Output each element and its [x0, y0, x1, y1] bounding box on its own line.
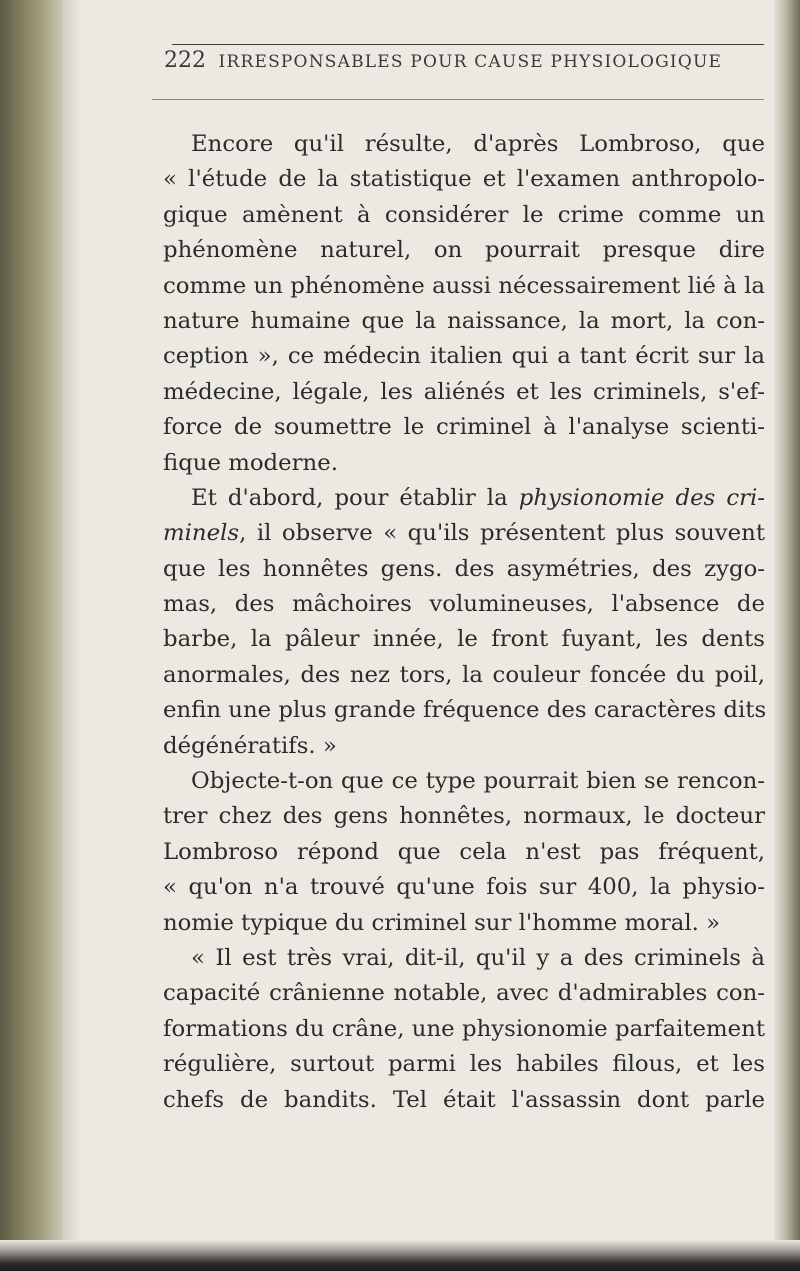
header-rule-bottom: [152, 99, 764, 100]
body-text: [163, 127, 765, 1118]
text-line: médecine, légale, les aliénés et les criminels, s'ef-: [163, 378, 765, 405]
text-segment: Et d'abord, pour établir la: [191, 484, 519, 511]
page-number: 222: [164, 48, 206, 73]
text-line: nomie typique du criminel sur l'homme moral. »: [163, 909, 721, 936]
italic-term: minels: [163, 520, 240, 547]
running-head: [164, 48, 764, 73]
text-line: formations du crâne, une physionomie parfaitement: [163, 1015, 765, 1042]
text-line: force de soumettre le criminel à l'analyse scienti-: [163, 414, 765, 441]
text-line: dégénératifs. »: [163, 732, 337, 759]
italic-term: physionomie des cri-: [518, 484, 765, 511]
text-line: régulière, surtout parmi les habiles filous, et les: [163, 1051, 765, 1078]
text-line: anormales, des nez tors, la couleur foncée du poil,: [163, 661, 765, 688]
text-line: « l'étude de la statistique et l'examen anthropolo-: [163, 166, 765, 193]
running-title: IRRESPONSABLES POUR CAUSE PHYSIOLOGIQUE: [218, 52, 723, 72]
text-line: gique amènent à considérer le crime comme un: [163, 201, 765, 228]
text-line: enfin une plus grande fréquence des caractères dits: [163, 697, 767, 724]
text-line: Objecte-t-on que ce type pourrait bien se rencon-: [191, 768, 765, 795]
text-line: fique moderne.: [163, 449, 338, 476]
text-line: que les honnêtes gens. des asymétries, des zygo-: [163, 555, 765, 582]
text-line: comme un phénomène aussi nécessairement lié à la: [163, 272, 765, 299]
header-rule-top: [172, 44, 764, 45]
text-segment: , il observe « qu'ils présentent plus souvent: [239, 520, 765, 547]
page-edge-shadow: [774, 0, 800, 1271]
text-line: trer chez des gens honnêtes, normaux, le docteur: [163, 803, 765, 830]
text-line: chefs de bandits. Tel était l'assassin dont parle: [163, 1086, 765, 1113]
text-line: ception », ce médecin italien qui a tant écrit sur la: [163, 343, 765, 370]
text-line: barbe, la pâleur innée, le front fuyant, les dents: [163, 626, 765, 653]
text-line: Encore qu'il résulte, d'après Lombroso, que: [191, 131, 765, 157]
text-line: nature humaine que la naissance, la mort, la con-: [163, 307, 765, 334]
text-line: « qu'on n'a trouvé qu'une fois sur 400, la physio-: [163, 874, 765, 901]
text-line: mas, des mâchoires volumineuses, l'absence de: [163, 591, 765, 618]
text-line: phénomène naturel, on pourrait presque dire: [163, 237, 765, 264]
text-line: [163, 481, 765, 516]
page-binding-shadow: [0, 0, 62, 1271]
text-line: capacité crânienne notable, avec d'admirables con-: [163, 980, 765, 1007]
text-line: « Il est très vrai, dit-il, qu'il y a des criminels à: [191, 944, 765, 971]
text-line: Lombroso répond que cela n'est pas fréquent,: [163, 838, 765, 865]
text-line: [163, 516, 765, 551]
page-bottom-shadow: [0, 1240, 800, 1271]
